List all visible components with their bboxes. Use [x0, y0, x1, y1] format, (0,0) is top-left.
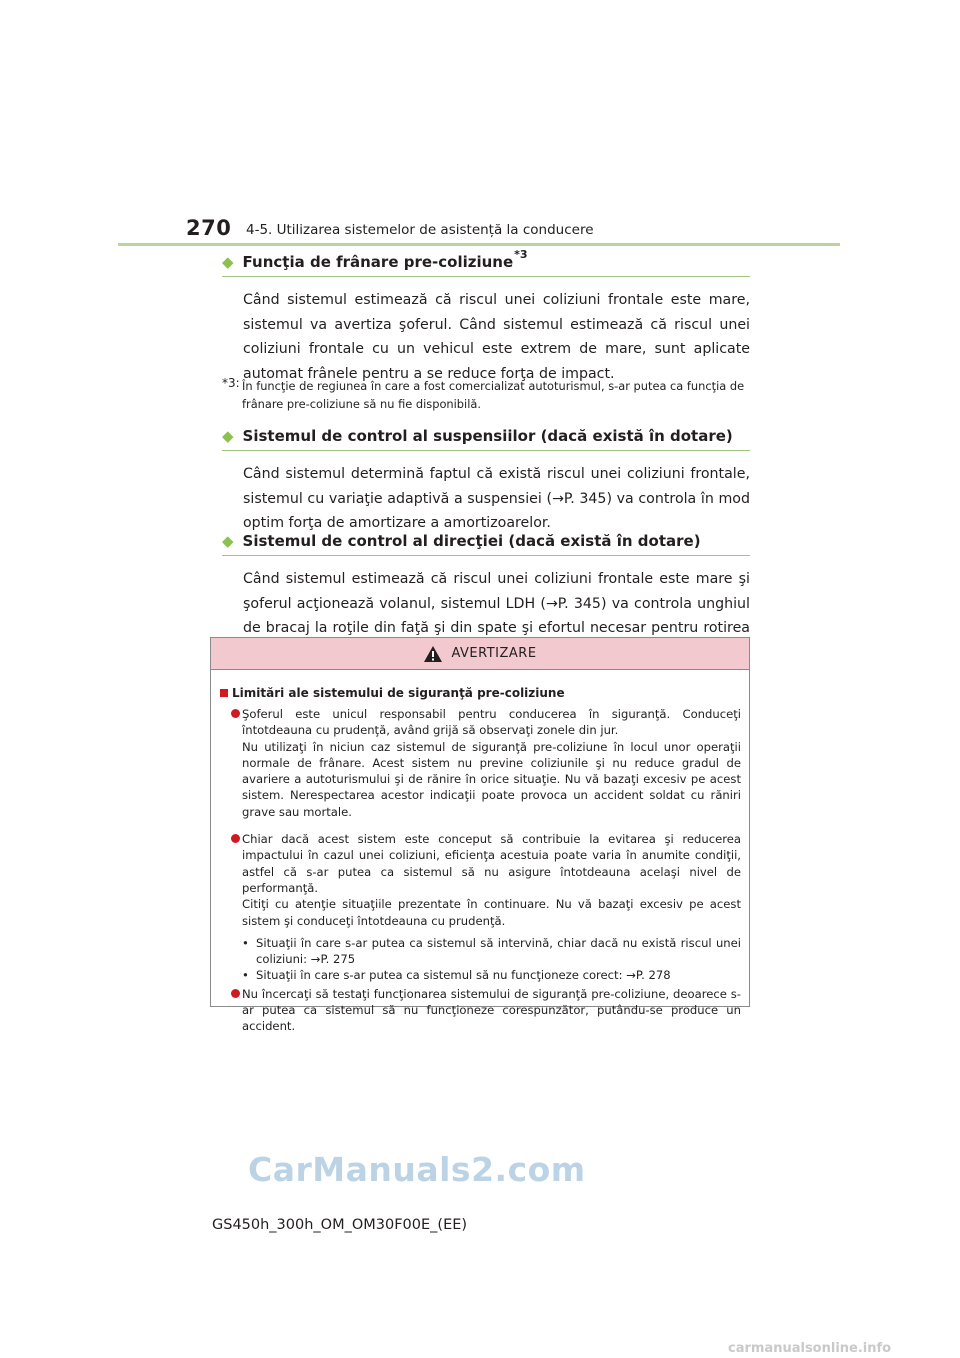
diamond-bullet-icon: ◆ [222, 253, 234, 271]
footnote-text: În funcţie de regiunea în care a fost comercializat autoturismul, s-ar putea ca funcţia de frânare pre-coliziune să nu fie disponibilă. [242, 379, 745, 411]
warning-bullet [220, 986, 741, 1035]
section-heading [222, 531, 750, 556]
header-rule [118, 243, 840, 246]
bullet-line: Citiţi cu atenţie situaţiile prezentate în continuare. Nu vă bazaţi excesiv pe acest sistem şi conduceţi întotdeauna cu prudenţă. [242, 897, 741, 928]
document-code: GS450h_300h_OM_OM30F00E_(EE) [212, 1217, 468, 1233]
section-heading [222, 426, 750, 451]
bullet-subitem [242, 935, 741, 968]
footnote-ref: *3 [514, 248, 528, 261]
red-dot-icon [231, 989, 240, 998]
footnote-mark: *3: [222, 376, 240, 390]
warning-triangle-icon [423, 645, 443, 663]
site-watermark: carmanualsonline.info [728, 1341, 892, 1356]
diamond-bullet-icon: ◆ [222, 532, 234, 550]
red-dot-icon [231, 834, 240, 843]
section-paragraph: Când sistemul determină faptul că există riscul unei coliziuni frontale, sistemul cu variaţie adaptivă a suspensiei (→P. 345) va controla în mod optim forţa de amortizare a amortizoarelor. [243, 466, 750, 531]
section-heading [222, 248, 750, 277]
footnote [222, 377, 750, 413]
diamond-bullet-icon: ◆ [222, 427, 234, 445]
warning-bullet [220, 706, 741, 820]
bullet-line: Chiar dacă acest sistem este conceput să contribuie la evitarea şi reducerea impactului în cazul unei coliziuni, eficienţa acestuia poate varia în anumite condiţii, astfel că s-ar putea ca sistemul să nu asigure întotdeauna acelaşi nivel de performanţă. [242, 832, 741, 895]
page-number: 270 [186, 216, 232, 240]
section-paragraph: Când sistemul estimează că riscul unei coliziuni frontale este mare, sistemul va avertiza şoferul. Când sistemul estimează că riscul unei coliziuni frontale cu un vehicul este extrem de mare, sunt aplicate automat frânele pentru a se reduce forţa de impact. [243, 292, 750, 382]
bullet-line: Nu utilizaţi în niciun caz sistemul de siguranţă pre-coliziune în locul unor operaţii normale de frânare. Acest sistem nu previne coliziunile şi nu reduce gradul de avariere a autoturismului şi de rănire în orice situaţie. Nu vă bazaţi excesiv pe acest sistem. Nerespectarea acestor indicaţii poate provoca un accident soldat cu răniri grave sau mortale. [242, 739, 741, 819]
bullet-line: Nu încercaţi să testaţi funcţionarea sistemului de siguranţă pre-coliziune, deoarece s-ar putea ca sistemul să nu funcţioneze corespunzător, putându-se produce un accident. [242, 986, 741, 1034]
section-title: Funcţia de frânare pre-coliziune [242, 253, 514, 271]
warning-title: AVERTIZARE [451, 646, 537, 661]
section-pre-collision-brake [222, 248, 750, 386]
subitem-text: Situaţii în care s-ar putea ca sistemul să intervină, chiar dacă nu există riscul unei coliziuni: →P. 275 [256, 935, 741, 967]
subitem-marker: • [242, 968, 249, 983]
watermark-logo: CarManuals2.com [248, 1150, 586, 1189]
subitem-marker: • [242, 935, 249, 950]
section-paragraph: Când sistemul estimează că riscul unei coliziuni frontale este mare şi şoferul acţionează volanul, sistemul LDH (→P. 345) va controla unghiul de bracaj la roţile din faţă şi din spate şi efortul necesar pentru rotirea [243, 571, 750, 636]
warning-bullet [220, 831, 741, 984]
warning-box [210, 637, 750, 1034]
bullet-line: Şoferul este unicul responsabil pentru conducerea în siguranţă. Conduceţi întotdeauna cu prudenţă, având grijă să observaţi zonele din jur. [242, 707, 741, 738]
warning-subheading-text: Limitări ale sistemului de siguranţă pre-coliziune [232, 686, 565, 700]
red-square-icon [220, 689, 228, 697]
warning-subheading [220, 686, 741, 700]
section-suspension-control [222, 426, 750, 536]
section-title: Sistemul de control al suspensiilor (dacă există în dotare) [242, 427, 733, 445]
bullet-subitem [242, 967, 741, 983]
red-dot-icon [231, 709, 240, 718]
subitem-text: Situaţii în care s-ar putea ca sistemul să nu funcţioneze corect: →P. 278 [256, 968, 671, 983]
chapter-title: 4-5. Utilizarea sistemelor de asistență la conducere [246, 222, 594, 238]
section-title: Sistemul de control al direcţiei (dacă există în dotare) [242, 532, 701, 550]
warning-body [211, 670, 749, 1035]
warning-header [211, 638, 749, 670]
